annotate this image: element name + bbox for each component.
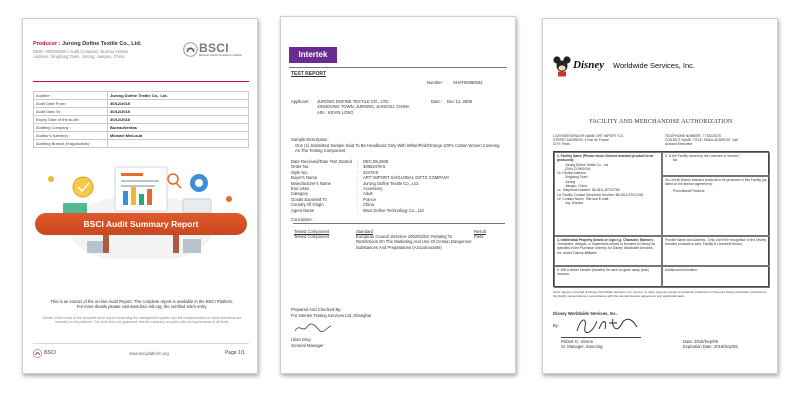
additional-info-cell [662, 266, 770, 288]
audit-info-table [33, 91, 249, 148]
report-title: TEST REPORT [291, 71, 327, 77]
report-note-2: For more details please visit www.bsci-intl.org, the certified site's entry. [76, 304, 208, 310]
intertek-logo: Intertek [289, 47, 337, 63]
products-cell [662, 176, 770, 236]
ownership-question: 2. Is the Facility owned by the Licensee or Vendor? [665, 154, 740, 158]
list-item: Date Received/Date Test Started : DEC.08,2008 [291, 159, 389, 164]
products-question: 3a. List all Disney branded products to be produced in this Facility (as listed on the licence agreement): [665, 178, 767, 187]
facility-contact-value: Joy, Director [565, 201, 584, 206]
table-row: Tested Component European Council Directive 2002/61/EC Relating To Restrictions On The Marketing And Use Of Certain Dangerous Substances And Preparations (Azocolourants) Pass [294, 234, 484, 250]
table-row: Expiry Date of the Audit : 30/12/2016 [34, 116, 249, 124]
applicant-name: JURONG DOFINE TEXTILE CO., LTD. [317, 99, 390, 104]
sample-desc-label: Sample Description : [291, 137, 330, 142]
signer-name: Robert G. Vinson [561, 339, 594, 344]
facility-info-cell [554, 152, 662, 236]
list-item: End Uses : Accessory [291, 186, 383, 192]
ip-text: Characters, designs, or trademarks owned or licensed to Disney as specified in the Purchase Order(s) for Disney Worldwide Services, Inc. and/or Disney affiliates. [557, 242, 656, 255]
table-row: Audit Date From : 30/12/2015 [34, 100, 249, 108]
applicant-attn: Attn : KEVIN LONG [317, 109, 354, 115]
producer-line-2: Address: Xingdong Town, Jurong, Jiangsu, China [33, 54, 125, 60]
sample-details [291, 159, 505, 213]
table-row: Auditee : Jurong Dofine Textile Co., Ltd. [34, 92, 249, 100]
bsci-footer-emblem-icon [33, 349, 42, 358]
facility-address-line2: Jurong [565, 179, 576, 184]
disney-brand: Disney [573, 59, 605, 71]
mickey-mouse-icon [553, 55, 571, 77]
list-item: Style No. : 32476-5 [291, 169, 379, 175]
list-item: Agent Name : Wuxi Dofine Technology Co., Ltd [291, 207, 424, 213]
report-number: SHAT00860932 [453, 80, 483, 85]
licensee-header [553, 134, 769, 150]
authorization-form-grid [553, 151, 769, 287]
disney-company: Worldwide Services, Inc. [613, 61, 695, 70]
signer-title: Sr. Manager, Sourcing [561, 344, 603, 349]
facility-contact-label: 1e. Contact Name, Title and E-mail: [557, 196, 610, 201]
table-row: Auditing Company : BureauVeritas [34, 124, 249, 132]
prepared-org: For Intertek Testing Services Ltd.,Shanghai [291, 313, 371, 318]
facility-section-title: 1. Facility Name (Please show Chinese branded product to be produced): [557, 154, 654, 163]
report-notes [37, 299, 247, 324]
bsci-emblem-icon [183, 42, 198, 57]
header-divider [289, 67, 507, 68]
expiration-date: Expiration Date: 2018/Sep/05 [683, 344, 738, 349]
footer-logo-text: BSCI [44, 350, 56, 356]
prepared-label: Prepared And Checked By: [291, 307, 342, 312]
products-answer: Promotional Products [673, 188, 705, 193]
list-item: Category : Adult [291, 191, 373, 197]
provide-address-text: Provide Name and Address - Only List if the recognition of the Disney branded products is sold. Facility is Licensee/Vendor. [665, 238, 767, 247]
report-title-banner: BSCI Audit Summary Report [35, 213, 247, 235]
list-item: Buyer's Name : ART' IMPORT SA/GLOBAL GIFTS COMPANY [291, 175, 450, 181]
facility-consign: (ZHU-CONSIGN) [565, 166, 591, 171]
signature-icon [293, 321, 333, 335]
bsci-logo [183, 41, 247, 59]
bsci-logo-subtitle: Business Social Compliance Initiative [199, 54, 242, 57]
fine-print: Once signed on behalf of Disney Worldwide Services, Inc. and for no other purpose except to authorize production of licensed Disney Character products by the facility named above in accordance with the relevant license agreement and applicable laws. [553, 290, 767, 298]
table-row: Auditing Branch (if applicable) : [34, 140, 249, 148]
ip-cell [554, 236, 662, 266]
list-item: Country Of Origin : China [291, 202, 374, 208]
producer-name: Jurong Dofine Textile Co., Ltd. [62, 41, 142, 47]
list-item: Manufacturer's Name : Jurong Dofine Textile Co., Ltd. [291, 180, 420, 186]
applicant-label: Applicant : [291, 99, 311, 104]
conclusion-divider [293, 223, 505, 224]
facility-contact-telephone: 1d. Facility Contact Telephone Number: 86-0511-87012765 [557, 192, 644, 197]
producer-line-1: DBID: 000000000 / Audit Company: Bureau Veritas [33, 49, 128, 54]
licensee-phone: TELEPHONE NUMBER: 7 733220270 [665, 134, 722, 138]
ip-title: 4. Intellectual Property (brand or logo e.g. Character, Banner): [557, 238, 654, 242]
report-date: Dec 12, 2008 [447, 99, 472, 104]
document-title: FACILITY AND MERCHANDISE AUTHORIZATION [589, 119, 733, 125]
facility-address-label: 1b. Facility Address: [557, 171, 587, 176]
bsci-header [33, 41, 249, 63]
report-disclaimer: Details of the scope of the complete audit report concerning the management system and the implementation of social standards are recorded on the platform. The audit does not guarantee that the company complies with all requirements at all times. [42, 315, 242, 325]
signature-line [561, 337, 641, 338]
facility-name: Jurong Dofine Textile Co., Ltd [565, 162, 609, 167]
applicant-block [317, 99, 427, 115]
signer-by-label: By: [553, 323, 560, 328]
licensee-contact: CONTACT NAME, TITLE, EMAIL ADDRESS: Joel [665, 138, 738, 143]
facility-telephone: 1c. Telephone Number: 86-0511-87012765 [557, 188, 620, 193]
signature-date: Date: 2016/Sep/06 [683, 339, 718, 344]
transfer-question: 5. Will a dealer transfer (transfer) be used on given away (bulk) invoices: [557, 268, 649, 277]
bsci-report-page [22, 18, 258, 374]
signer-org: Disney Worldwide Services, Inc. [553, 311, 617, 316]
intertek-test-report-page [280, 16, 516, 374]
facility-address-line3: Jiangsu, China [565, 184, 587, 189]
header-divider [33, 81, 249, 82]
ownership-cell [662, 152, 770, 176]
sample-description: One (1) Submitted Sample Said To Be Headband Only With White/Pink/Orange 100% Cotton Woven Covering As The Testing Component. [295, 143, 500, 154]
licensee-street: STREET ADDRESS: 4 Rue de France [553, 138, 610, 143]
footer-divider [33, 343, 249, 344]
report-note-1: This is an extract of the on-line Audit Report. The complete report is available in the BSCI Platform. [50, 299, 234, 304]
report-number-label: Number : [427, 80, 445, 85]
producer-label: Producer : [33, 41, 61, 47]
licensee-contact-title: Account Executive [665, 142, 693, 147]
page-number: Page 1/1 [224, 350, 245, 356]
signer-name: Lilian Ding [291, 337, 311, 342]
facility-address-line1: Xingdong Town [565, 175, 588, 180]
licensee-city: CITY: Paris [553, 142, 570, 147]
table-row: Auditor's Name(s) : Michael MeiLoud [34, 132, 249, 140]
date-label: Date : [431, 99, 443, 104]
list-item: Goods Exported To : France [291, 196, 377, 202]
handwritten-signature-icon [573, 313, 643, 337]
disney-authorization-page [542, 18, 778, 374]
transfer-cell [554, 266, 662, 288]
table-header-row: Tested Component Standard Result [294, 229, 486, 234]
bsci-logo-text: BSCI [199, 41, 229, 55]
list-item: Order No. : 30652478-5 [291, 164, 386, 170]
provide-address-cell [662, 236, 770, 266]
conclusion-table [293, 229, 505, 250]
footer-url: www.bsciplatform.org [129, 351, 169, 356]
signer-title: General Manager [291, 343, 324, 348]
ownership-answer: No [673, 158, 678, 163]
applicant-address: XINGDONG TOWN, JURONG, JIANGSU, CHINA [317, 104, 410, 110]
additional-info-label: Additional Information: [665, 268, 698, 272]
conclusion-label: Conclusion : [291, 217, 315, 222]
licensee-name: LICENSEE/VENDOR NAME: ART IMPORT S.A. [553, 134, 624, 138]
table-row: Audit Date To : 30/12/2015 [34, 108, 249, 116]
audit-illustration [23, 159, 258, 259]
